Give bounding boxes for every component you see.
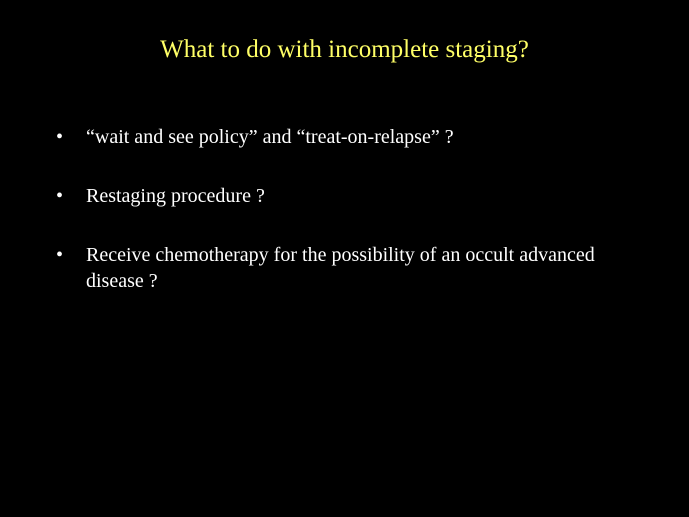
bullet-icon: • bbox=[56, 185, 64, 207]
bullet-text: “wait and see policy” and “treat-on-relapse” ? bbox=[86, 126, 454, 148]
bullet-text: Restaging procedure ? bbox=[86, 185, 265, 207]
slide-title: What to do with incomplete staging? bbox=[160, 36, 529, 63]
bullet-item-wait-and-see bbox=[56, 124, 656, 150]
bullet-item-chemotherapy bbox=[56, 242, 656, 294]
bullet-icon: • bbox=[56, 244, 64, 266]
bullet-icon: • bbox=[56, 126, 64, 148]
bullet-text: Receive chemotherapy for the possibility of an occult advanced disease ? bbox=[86, 244, 595, 292]
bullet-list bbox=[56, 124, 656, 327]
bullet-item-restaging bbox=[56, 183, 656, 209]
